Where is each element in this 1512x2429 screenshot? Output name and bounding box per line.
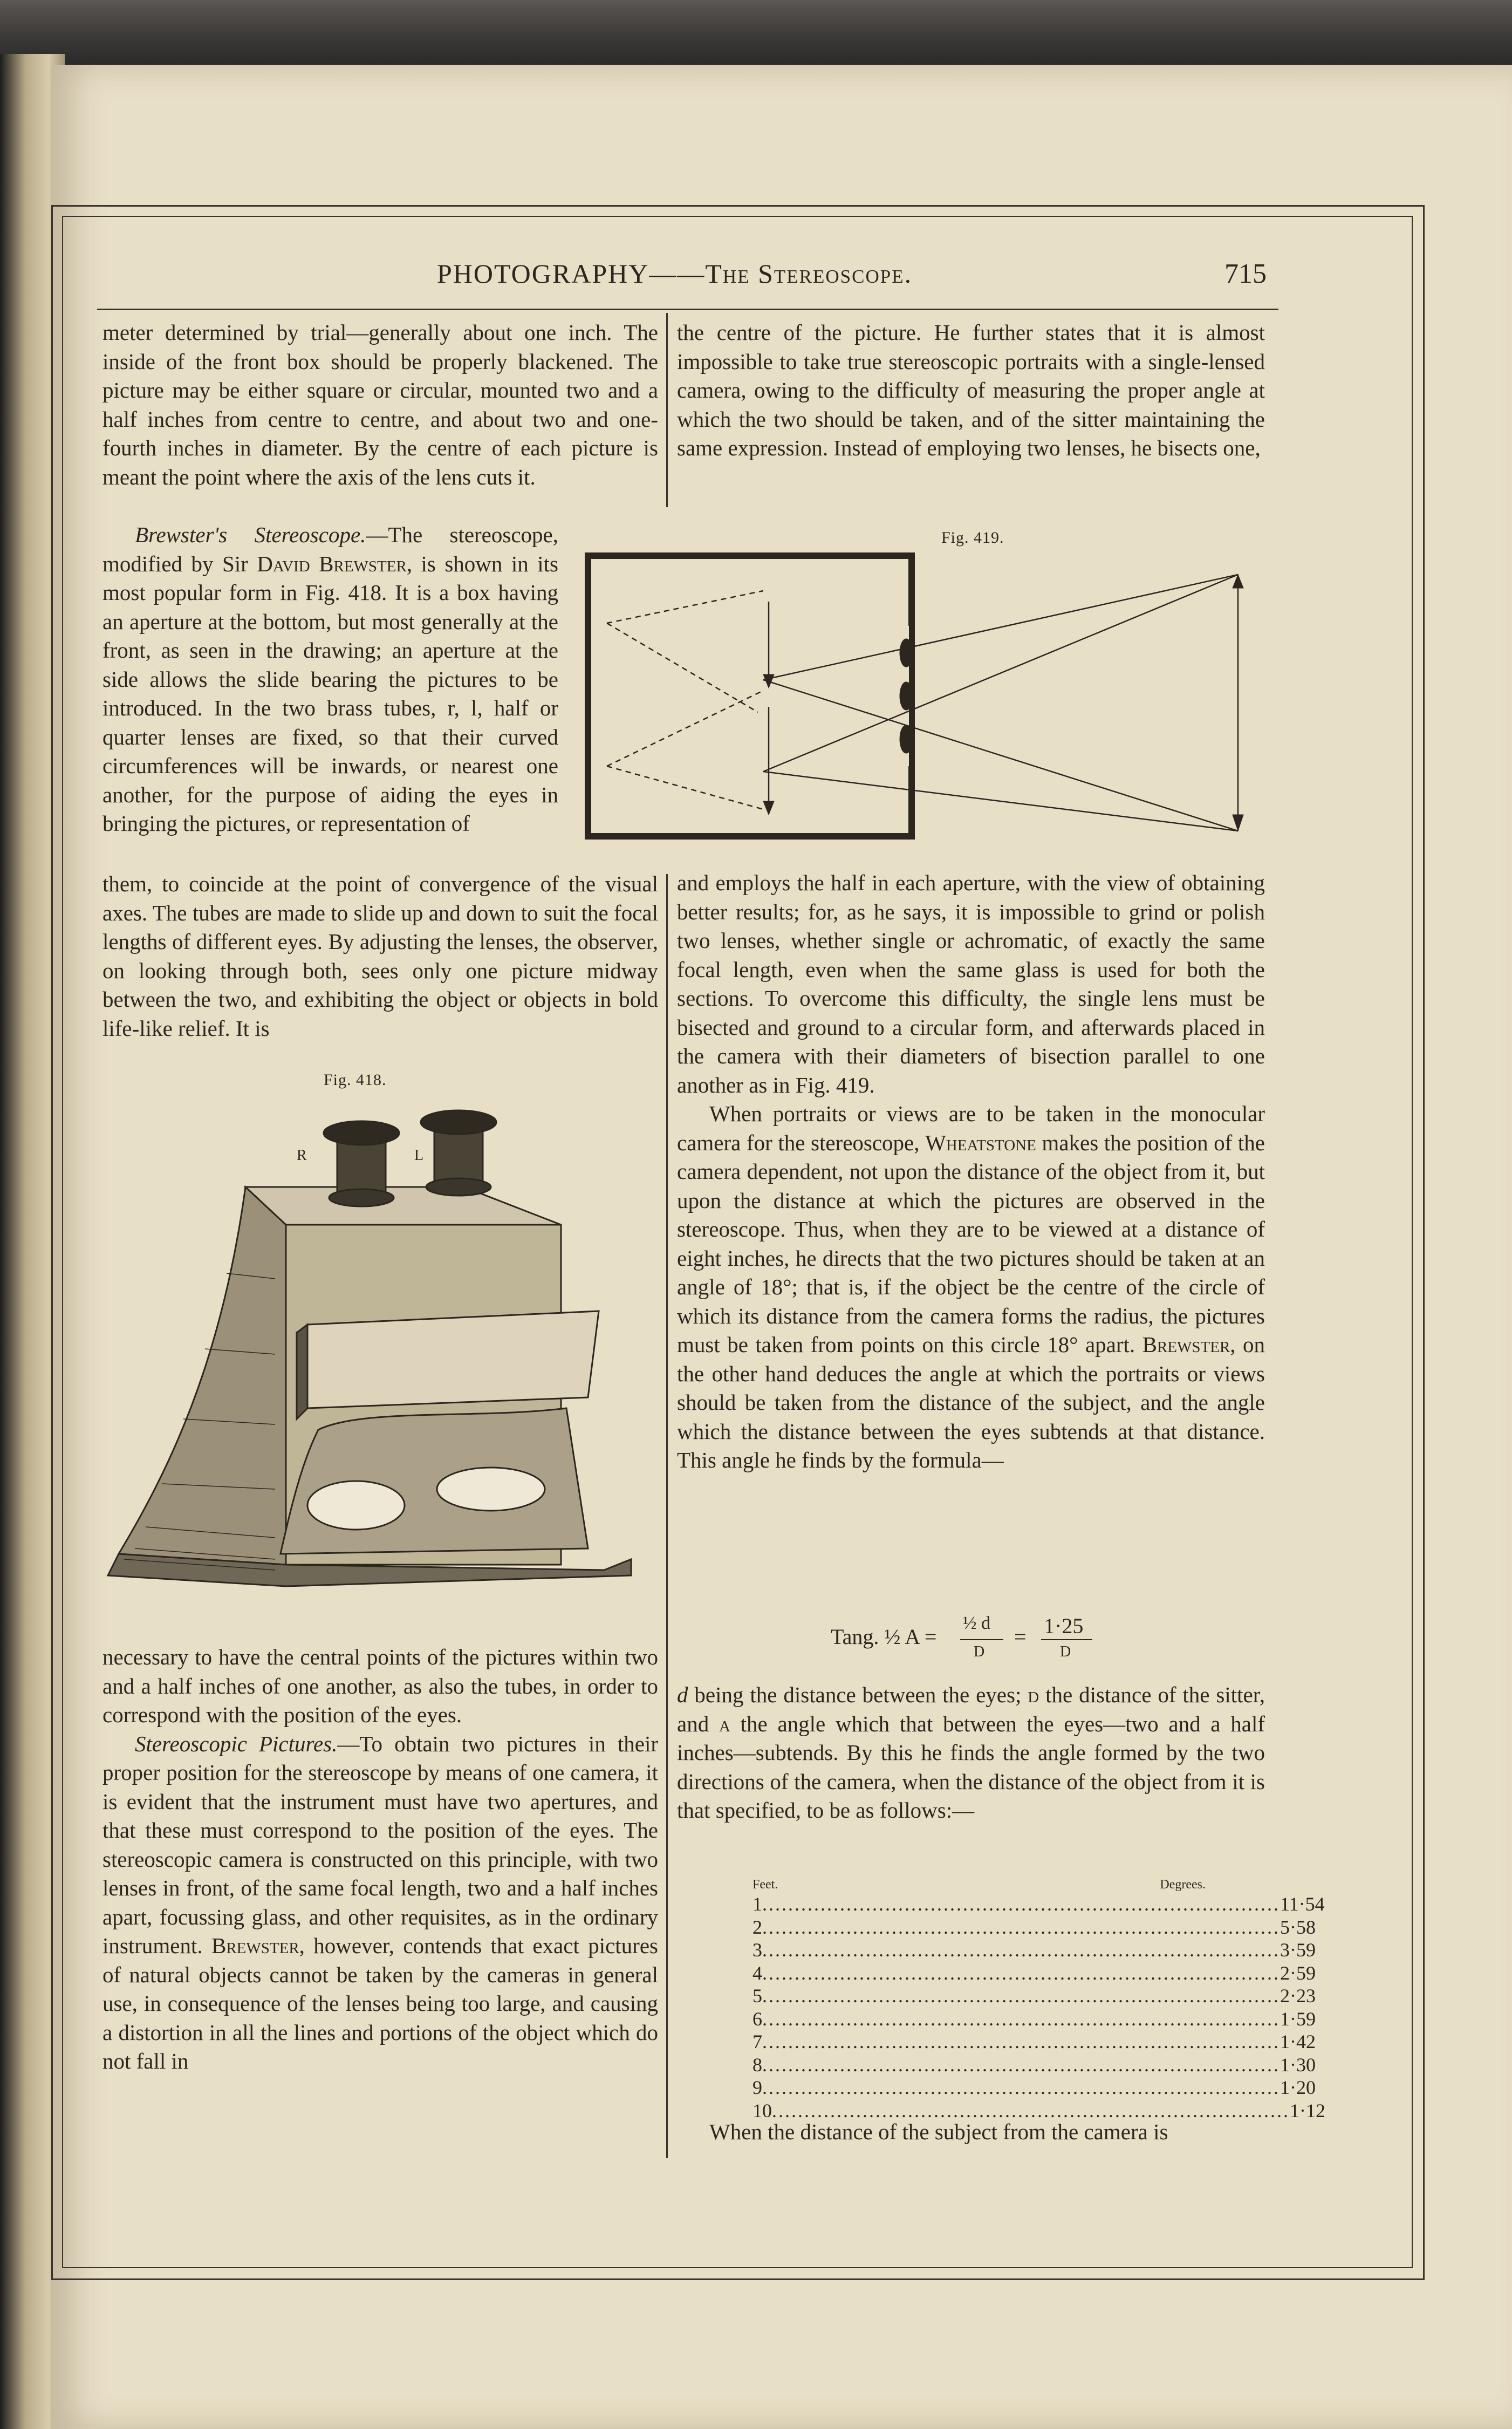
leader-dots: ................................................................................ (762, 1962, 1280, 1984)
paragraph (102, 521, 558, 838)
formula-numerator-2: 1·25 (1044, 1614, 1084, 1638)
table-cell-feet: 1 (752, 1893, 762, 1915)
paragraph: meter determined by trial—generally about one inch. The inside of the front box should be properly blackened. The picture may be either square or circular, mounted two and a half inches from centre to centre, and about two and one-fourth inches in diameter. By the centre of each picture is meant the point where the axis of the lens cuts it. (102, 320, 658, 489)
paragraph: and employs the half in each aperture, with the view of obtaining better results; for, as he says, it is impossible to grind or polish two lenses, whether single or achromatic, of exactly the same focal length, even when the same glass is used for both the sections. To overcome this difficulty, the single lens must be bisected and ground to a circular form, and afterwards placed in the camera with their diameters of bisection parallel to one another as in Fig. 419. (677, 870, 1265, 1097)
table-cell-degrees: 3·59 (1280, 1939, 1316, 1961)
leader-dots: ................................................................................ (762, 2008, 1280, 2030)
leader-dots: ................................................................................ (762, 1893, 1280, 1915)
table-cell-feet: 10 (752, 2099, 772, 2121)
person-name: Brewster (1142, 1332, 1230, 1357)
table-cell-feet: 5 (752, 1985, 762, 2007)
leader-dots: ................................................................................ (772, 2099, 1290, 2121)
formula-fraction-bar-2 (1041, 1639, 1092, 1640)
leader-dots: ................................................................................ (762, 1939, 1280, 1961)
variable-D: d (1028, 1682, 1039, 1707)
table-row (752, 2076, 1316, 2099)
table-row (752, 1916, 1316, 1939)
angle-table (752, 1877, 1325, 2122)
table-cell-degrees: 2·23 (1280, 1985, 1316, 2007)
formula-equals: = (1014, 1625, 1027, 1649)
table-cell-feet: 3 (752, 1939, 762, 1961)
table-cell-degrees: 5·58 (1280, 1916, 1316, 1938)
text-run: —To obtain two pictures in their proper position for the stereoscope by means of one camera, it is evident that the instrument must have two apertures, and that these must correspond to the position of the eyes. The stereoscopic camera is constructed on this principle, with two lenses in front, of the same focal length, two and a half inches apart, focussing glass, and other requisites, as in the ordinary instrument. (102, 1731, 658, 1958)
table-header (752, 1877, 1206, 1893)
table-cell-feet: 4 (752, 1962, 762, 1984)
running-head-main: PHOTOGRAPHY (437, 258, 649, 289)
left-column-bottom (102, 1643, 658, 2076)
table-row (752, 1984, 1316, 2008)
leader-dots: ................................................................................ (762, 2031, 1280, 2052)
column-rule-top (666, 313, 668, 507)
formula-fraction-bar-1 (960, 1639, 1003, 1640)
text-run: being the distance between the eyes; (688, 1682, 1028, 1707)
person-name: David Brewster (257, 551, 407, 576)
figure-419-caption: Fig. 419. (941, 529, 1004, 547)
right-column-top (677, 318, 1265, 463)
leader-dots: ................................................................................ (762, 1916, 1280, 1938)
person-name: Wheatstone (925, 1130, 1036, 1155)
label-r: R (297, 1147, 307, 1164)
right-column-mid (677, 869, 1265, 1475)
table-body (752, 1893, 1325, 2122)
leader-dots: ................................................................................ (762, 2053, 1280, 2076)
table-cell-feet: 7 (752, 2031, 762, 2052)
text-run: the angle which that between the eyes—two and a half inches—subtends. By this he finds the angle formed by the two directions of the camera, when the distance of the object from it is that specified, to be as follows:— (677, 1711, 1265, 1823)
figure-418-stereoscope (102, 1095, 642, 1624)
left-column-mid (102, 870, 658, 1043)
paragraph: them, to coincide at the point of convergence of the visual axes. The tubes are made to slide up and down to suit the focal lengths of different eyes. By adjusting the lenses, the observer, on looking through both, sees only one picture midway between the two, and exhibiting the object or objects in bold life-like relief. It is (102, 871, 658, 1041)
table-cell-feet: 9 (752, 2077, 762, 2098)
text-run: makes the position of the camera dependent, not upon the distance of the object from it, but upon the distance at which the pictures are observed in the stereoscope. Thus, when they are to be viewed at a distance of eight inches, he directs that the two pictures should be taken at an angle of 18°; that is, if the object be the centre of the circle of which its distance from the camera forms the radius, the pictures must be taken from points on this circle 18° apart. (677, 1130, 1265, 1357)
left-column-top (102, 318, 658, 492)
text-run: , is shown in its most popular form in Fig. 418. It is a box having an aperture at the bottom, but most generally at the front, as seen in the drawing; an aperture at the side allows the slide bearing the pictures to be introduced. In the two brass tubes, r, l, half or quarter lenses are fixed, so that their curved circumferences will be inwards, or nearest one another, for the purpose of aiding the eyes in bringing the pictures, or representation of (102, 551, 558, 836)
table-header-feet: Feet. (752, 1878, 778, 1892)
left-column-brewster (102, 521, 558, 838)
right-column-bottom (677, 2118, 1265, 2147)
table-row (752, 2030, 1316, 2053)
text-run: When portraits or views are to be taken in the monocular camera for the stereoscope, (677, 1101, 1265, 1155)
table-cell-degrees: 1·42 (1280, 2031, 1316, 2052)
formula (831, 1613, 1133, 1678)
header-rule (97, 309, 1278, 310)
paragraph (102, 1730, 658, 2076)
table-row (752, 1939, 1316, 1962)
running-head (437, 258, 912, 289)
formula-lhs: Tang. ½ A = (831, 1625, 937, 1649)
variable-A: a (719, 1711, 730, 1736)
page-number: 715 (1224, 258, 1267, 289)
running-head-dash: —— (649, 258, 706, 289)
table-row (752, 1893, 1325, 1916)
table-cell-feet: 6 (752, 2008, 762, 2030)
table-cell-degrees: 1·59 (1280, 2008, 1316, 2030)
text-run: , however, contends that exact pictures of natural objects cannot be taken by the cameras in general use, in consequence of the lenses being too large, and causing a distortion in all the lines and portions of the object which do not fall in (102, 1933, 658, 2073)
table-header-degrees: Degrees. (1160, 1878, 1206, 1892)
variable-d: d (677, 1682, 688, 1707)
paragraph: the centre of the picture. He further states that it is almost impossible to take true stereoscopic portraits with a single-lensed camera, owing to the difficulty of measuring the proper angle at which the two should be taken, and of the sitter maintaining the same expression. Instead of employing two lenses, he bisects one, (677, 320, 1265, 460)
table-cell-feet: 8 (752, 2053, 762, 2076)
paragraph: necessary to have the central points of the pictures within two and a half inches of one another, as also the tubes, in order to correspond with the position of the eyes. (102, 1645, 658, 1727)
formula-numerator-1: ½ d (963, 1613, 990, 1633)
table-cell-degrees: 11·54 (1280, 1893, 1325, 1915)
page-header (97, 258, 1284, 296)
leader-dots: ................................................................................ (762, 1985, 1280, 2007)
section-title: Brewster's Stereoscope. (135, 522, 366, 547)
figure-418-caption: Fig. 418. (324, 1071, 387, 1089)
paragraph: When the distance of the subject from the camera is (709, 2119, 1168, 2144)
table-cell-degrees: 1·20 (1280, 2077, 1316, 2098)
leader-dots: ................................................................................ (762, 2077, 1280, 2098)
table-row (752, 2008, 1316, 2031)
table-cell-degrees: 1·30 (1280, 2053, 1316, 2076)
table-cell-feet: 2 (752, 1916, 762, 1938)
formula-denominator-1: D (974, 1643, 985, 1660)
formula-denominator-2: D (1060, 1643, 1071, 1660)
table-row (752, 2053, 1316, 2077)
table-cell-degrees: 1·12 (1290, 2099, 1325, 2121)
label-l: L (414, 1147, 424, 1164)
table-cell-degrees: 2·59 (1280, 1962, 1316, 1984)
running-head-sub: The Stereoscope. (705, 258, 913, 289)
right-column-after-formula (677, 1681, 1265, 1825)
person-name: Brewster (211, 1933, 299, 1958)
text-run: —The stereoscope, modified by Sir (102, 522, 558, 576)
column-rule-bottom (666, 874, 668, 2158)
book-cover-edge (0, 0, 1512, 65)
text-run: , on the other hand deduces the angle at which the portraits or views should be taken from the distance of the subject, and the angle which the distance between the eyes subtends at that distance. This angle he finds by the formula— (677, 1332, 1265, 1472)
figure-419-camera-diagram (585, 550, 1254, 852)
text-run: the distance of the sitter, and (677, 1682, 1265, 1736)
paragraph (677, 1681, 1265, 1825)
section-title: Stereoscopic Pictures. (135, 1731, 338, 1756)
paragraph (677, 1100, 1265, 1475)
table-row (752, 1962, 1316, 1985)
